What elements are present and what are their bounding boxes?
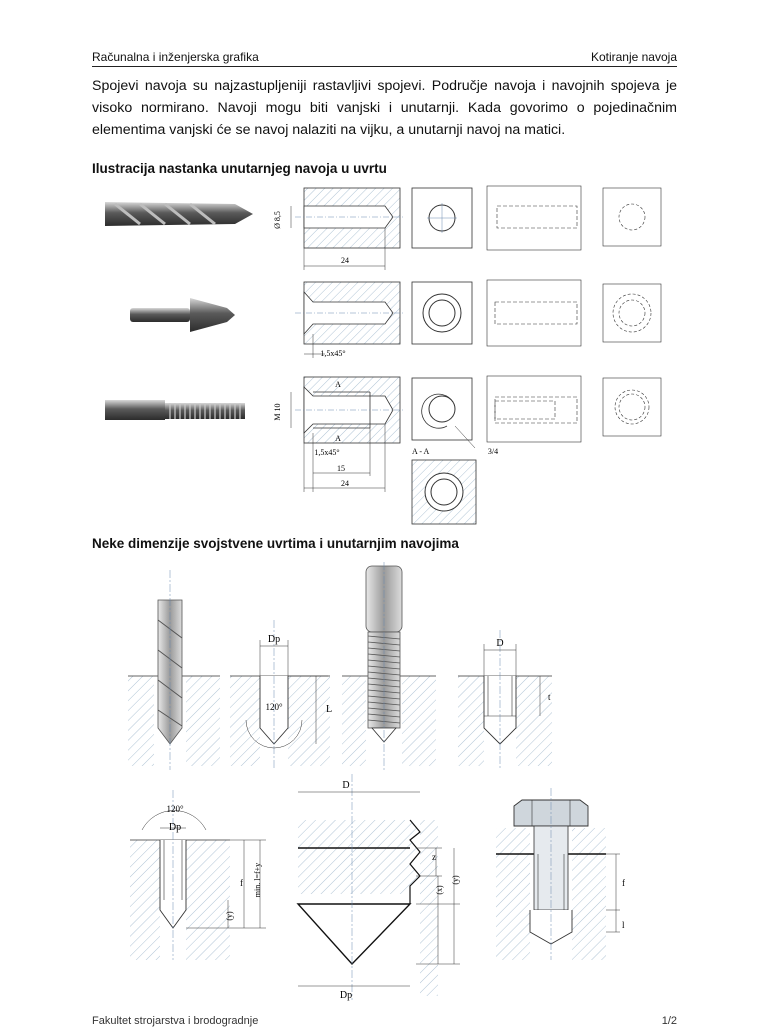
section-aa-view	[412, 460, 476, 524]
label-dp-panel2: Dp	[267, 634, 281, 645]
label-y-panel5: (y)	[225, 911, 234, 921]
countersunk-top-view-row2	[603, 284, 661, 342]
hole-and-thread-dimensions-figure	[120, 560, 650, 1015]
threaded-hole-formula-diagram	[130, 790, 266, 960]
bolt-in-tapped-hole-diagram	[496, 788, 620, 960]
dim-thread-m10: M 10	[273, 403, 282, 421]
label-d-panel4: D	[496, 638, 504, 649]
intro-paragraph: Spojevi navoja su najzastupljeniji rastavljivi spojevi. Područje navoja i navojnih spojeva je visoko normirano. Navoji mogu biti vanjski i unutarnji. Kada govorimo o pojedinačnim elementima vanjski će se navoj nalaziti na vijku, a unutarnji navoj na matici.	[92, 78, 677, 138]
header-course-title: Računalna i inženjerska grafika	[92, 50, 259, 64]
countersink-tool-photo	[130, 298, 235, 332]
label-dp-panel6: Dp	[339, 990, 353, 1001]
label-min-formula: min. l=f+y	[253, 862, 262, 898]
dim-length-24b: 24	[341, 479, 349, 488]
tapped-hole-dimension-diagram	[458, 630, 552, 770]
drill-in-hole-diagram	[128, 570, 220, 770]
label-l-panel2: L	[326, 704, 333, 715]
label-l-panel7: l	[622, 920, 625, 930]
section-heading-dimensions: Neke dimenzije svojstvene uvrtima i unutarnjim navojima	[92, 536, 459, 551]
label-f-panel7: f	[622, 878, 625, 888]
dim-chamfer-row3: 1,5x45°	[314, 448, 340, 457]
drill-bit-photo	[105, 202, 253, 226]
label-z: z	[432, 852, 436, 862]
countersunk-hole-section-row2	[295, 282, 405, 358]
thread-ratio-label: 3/4	[487, 447, 499, 456]
footer-institution: Fakultet strojarstva i brodogradnje	[92, 1015, 259, 1027]
label-angle-panel5: 120°	[166, 804, 184, 814]
dim-chamfer-row2: 1,5x45°	[320, 349, 346, 358]
header-rule	[92, 66, 677, 67]
tap-in-hole-diagram	[342, 562, 436, 770]
section-aa-label: A - A	[412, 447, 430, 456]
tapped-end-view-row3	[412, 378, 475, 448]
label-d-panel6: D	[342, 780, 350, 791]
label-f-panel5: f	[240, 878, 243, 888]
label-dp-panel5: Dp	[168, 822, 182, 833]
countersunk-hidden-view-row2	[487, 280, 581, 346]
label-angle-panel2: 120°	[265, 702, 283, 712]
section-marker-a-top: A	[335, 380, 341, 389]
tap-tool-photo	[105, 400, 245, 420]
tapped-top-view-row3	[603, 378, 661, 436]
hole-end-view-row1	[412, 188, 472, 248]
section-marker-a-bottom: A	[335, 434, 341, 443]
internal-thread-process-figure	[95, 180, 675, 532]
label-t-panel4: t	[548, 692, 551, 702]
hole-hidden-view-row1	[487, 186, 581, 250]
dim-diameter: Ø 8,5	[273, 211, 282, 229]
dim-length-24a: 24	[341, 256, 349, 265]
label-y-panel6: (y)	[451, 875, 460, 885]
section-heading-internal-thread: Ilustracija nastanka unutarnjeg navoja u uvrtu	[92, 161, 387, 176]
hole-top-view-row1	[603, 188, 661, 246]
countersunk-end-view-row2	[412, 282, 472, 344]
label-x: (x)	[435, 885, 444, 895]
header-section-title: Kotiranje navoja	[590, 50, 677, 64]
dim-length-15: 15	[337, 464, 345, 473]
tapped-hole-section-row3	[291, 377, 405, 492]
tapped-hidden-view-row3	[487, 376, 581, 442]
footer-page-number: 1/2	[661, 1015, 677, 1027]
